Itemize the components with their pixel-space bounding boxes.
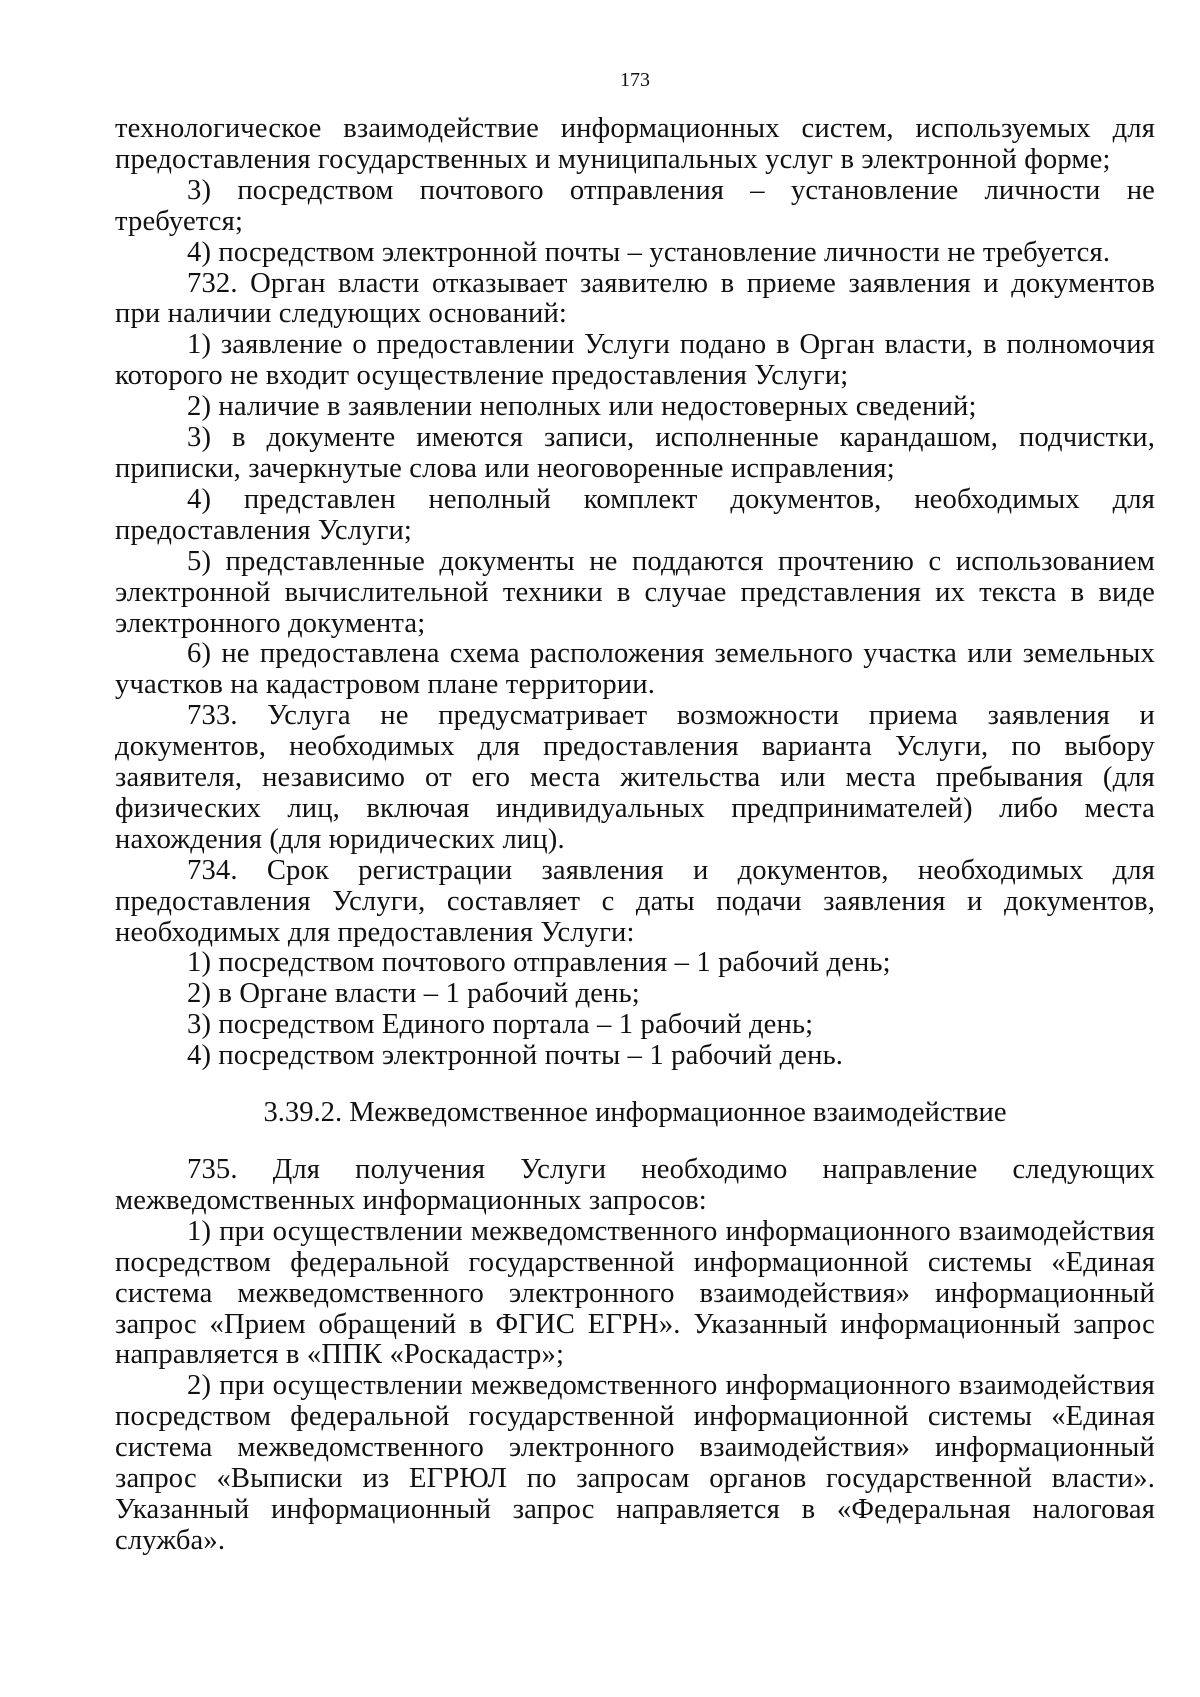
section-heading: 3.39.2. Межведомственное информационное взаимодействие [263, 1097, 1007, 1129]
paragraph: 4) посредством электронной почты – установление личности не требуется. [187, 236, 1111, 268]
paragraph: 3) посредством Единого портала – 1 рабочий день; [187, 1009, 814, 1041]
paragraph: технологическое взаимодействие информационных систем, используемых для предоставления государственных и муниципальных услуг в электронной форме; [115, 113, 1155, 175]
paragraph: 3) в документе имеются записи, исполненные карандашом, подчистки, приписки, зачеркнутые слова или неоговоренные исправления; [115, 422, 1155, 484]
paragraph: 2) наличие в заявлении неполных или недостоверных сведений; [187, 391, 977, 423]
paragraph: 4) представлен неполный комплект документов, необходимых для предоставления Услуги; [115, 483, 1155, 546]
paragraph: 6) не предоставлена схема расположения земельного участка или земельных участков на кадастровом плане территории. [115, 638, 1155, 701]
paragraph: 733. Услуга не предусматривает возможности приема заявления и документов, необходимых для предоставления варианта Услуги, по выбору заявителя, независимо от его места жительства или места пребывания (для физических лиц, включая индивидуальных предпринимателей) либо места нахождения (для юридических лиц). [115, 700, 1155, 855]
paragraph: 2) в Органе власти – 1 рабочий день; [187, 978, 640, 1010]
paragraph: 2) при осуществлении межведомственного информационного взаимодействия посредством федеральной государственной информационной системы «Единая система межведомственного электронного взаимодействия» информационный запрос «Выписки из ЕГРЮЛ по запросам органов государственной власти». Указанный информационный запрос направляется в «Федеральная налоговая служба». [115, 1370, 1155, 1556]
text-block-before-heading [115, 114, 1155, 1072]
text-block-after-heading [115, 1155, 1155, 1557]
paragraph: 1) при осуществлении межведомственного информационного взаимодействия посредством федеральной государственной информационной системы «Единая система межведомственного электронного взаимодействия» информационный запрос «Прием обращений в ФГИС ЕГРН». Указанный информационный запрос направляется в «ППК «Роскадастр»; [115, 1215, 1155, 1371]
paragraph: 1) заявление о предоставлении Услуги подано в Орган власти, в полномочия которого не входит осуществление предоставления Услуги; [115, 329, 1155, 392]
document-page [115, 70, 1155, 1557]
page-number: 173 [620, 69, 650, 91]
paragraph: 734. Срок регистрации заявления и документов, необходимых для предоставления Услуги, составляет с даты подачи заявления и документов, необходимых для предоставления Услуги: [115, 854, 1155, 948]
paragraph: 4) посредством электронной почты – 1 рабочий день. [187, 1040, 844, 1072]
paragraph: 5) представленные документы не поддаются прочтению с использованием электронной вычислительной техники в случае представления их текста в виде электронного документа; [115, 545, 1155, 639]
paragraph: 735. Для получения Услуги необходимо направление следующих межведомственных информационных запросов: [115, 1154, 1155, 1216]
paragraph: 732. Орган власти отказывает заявителю в приеме заявления и документов при наличии следующих оснований: [115, 267, 1155, 330]
paragraph: 3) посредством почтового отправления – установление личности не требуется; [115, 174, 1155, 237]
paragraph: 1) посредством почтового отправления – 1 рабочий день; [187, 947, 891, 979]
